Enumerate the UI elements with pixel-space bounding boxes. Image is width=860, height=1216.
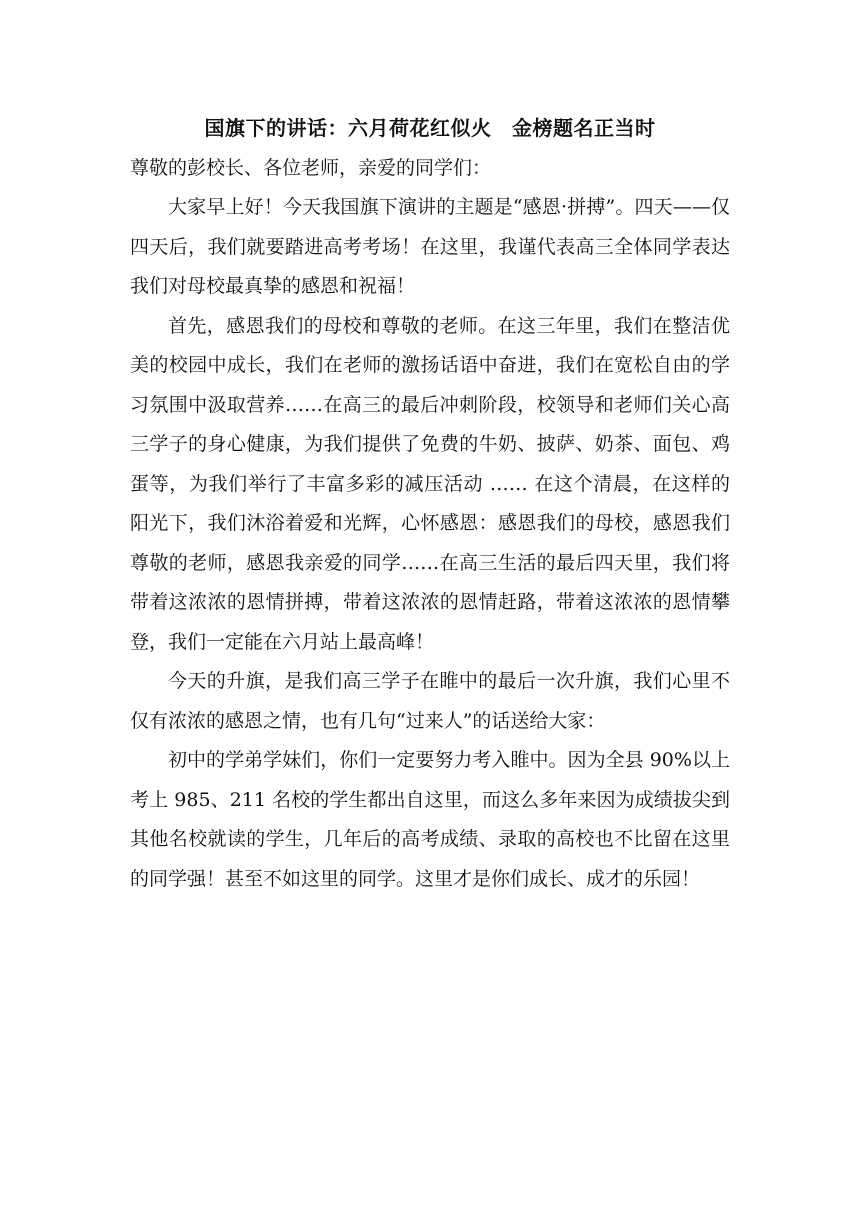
paragraph-junior-students: 初中的学弟学妹们，你们一定要努力考入睢中。因为全县 90%以上考上 985、211 名校的学生都出自这里，而这么多年来因为成绩拔尖到其他名校就读的学生，几年后的高考成绩、录取的高校也不比留在这里的同学强！甚至不如这里的同学。这里才是你们成长、成才的乐园！: [130, 749, 730, 890]
document-title: 国旗下的讲话：六月荷花红似火 金榜题名正当时: [204, 116, 656, 140]
salutation-line: 尊敬的彭校长、各位老师，亲爱的同学们：: [130, 157, 492, 179]
paragraph-greeting: 大家早上好！今天我国旗下演讲的主题是“感恩·拼搏”。四天——仅四天后，我们就要踏进高考考场！在这里，我谨代表高三全体同学表达我们对母校最真挚的感恩和祝福！: [130, 196, 730, 297]
paragraph-flag-raising: 今天的升旗，是我们高三学子在睢中的最后一次升旗，我们心里不仅有浓浓的感恩之情，也有几句“过来人”的话送给大家：: [130, 670, 730, 732]
paragraph-gratitude: 首先，感恩我们的母校和尊敬的老师。在这三年里，我们在整洁优美的校园中成长，我们在老师的激扬话语中奋进，我们在宽松自由的学习氛围中汲取营养……在高三的最后冲刺阶段，校领导和老师们关心高三学子的身心健康，为我们提供了免费的牛奶、披萨、奶茶、面包、鸡蛋等，为我们举行了丰富多彩的减压活动 …… 在这个清晨，在这样的阳光下，我们沐浴着爱和光辉，心怀感恩：感恩我们的母校，感恩我们尊敬的老师，感恩我亲爱的同学……在高三生活的最后四天里，我们将带着这浓浓的恩情拼搏，带着这浓浓的恩情赶路，带着这浓浓的恩情攀登，我们一定能在六月站上最高峰！: [130, 314, 730, 653]
document-body: [130, 108, 730, 899]
